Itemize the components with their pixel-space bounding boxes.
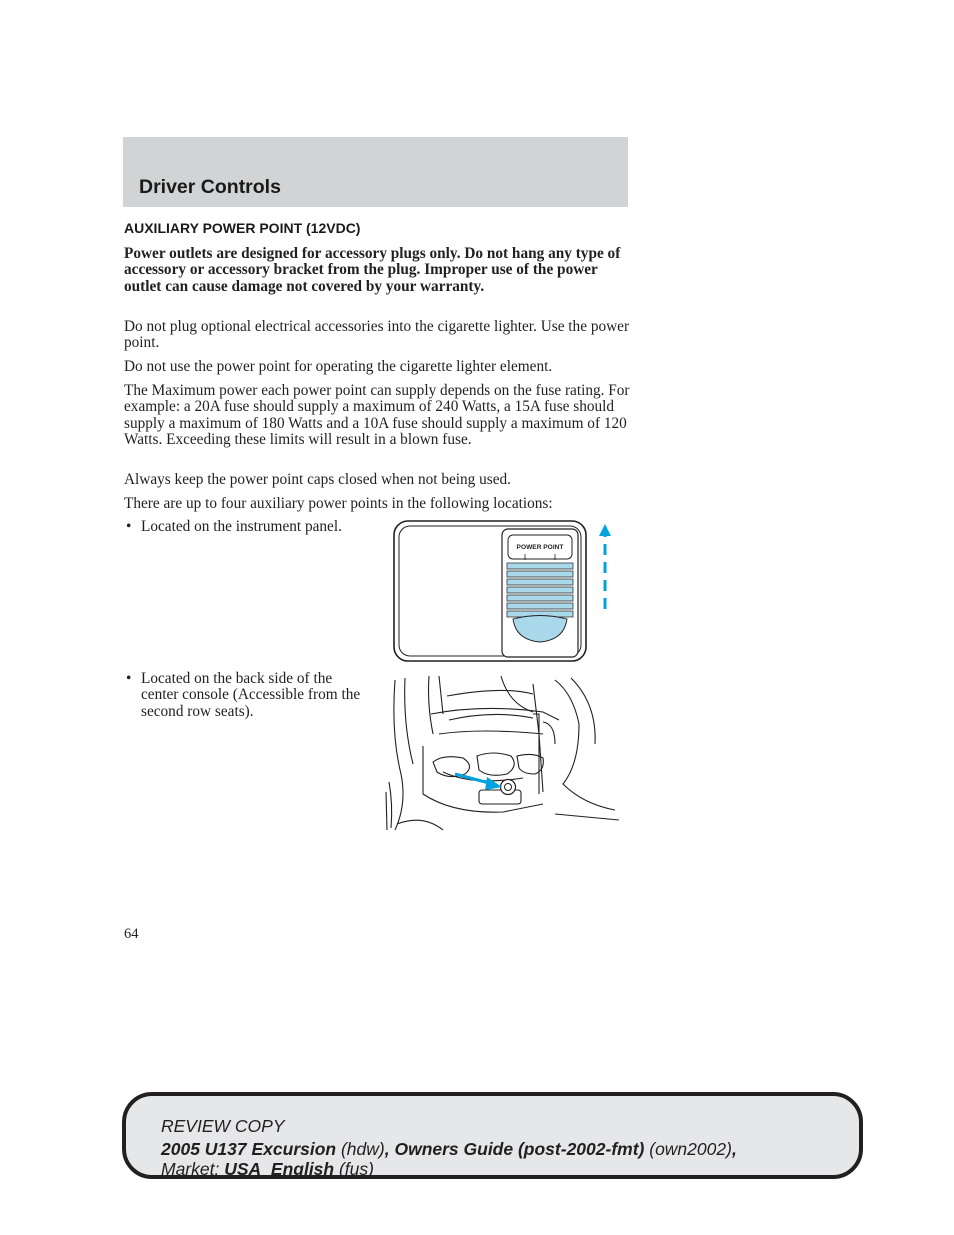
footer-separator: , (384, 1139, 395, 1159)
bullet-item-1 (124, 519, 374, 535)
power-point-label: POWER POINT (516, 544, 564, 551)
footer-market: USA_English (224, 1159, 335, 1179)
footer-market-code: (fus) (334, 1159, 374, 1179)
footer-guide-code: (own2002) (644, 1139, 732, 1159)
footer-market-line (161, 1159, 374, 1180)
center-console-power-point-illustration (383, 674, 623, 832)
location-arrow-icon (455, 774, 502, 790)
page-number: 64 (124, 926, 139, 942)
paragraph-5: There are up to four auxiliary power points in the following locations: (124, 495, 553, 512)
bullet-item-2 (124, 671, 369, 720)
footer-guide: Owners Guide (post-2002-fmt) (394, 1139, 645, 1159)
footer-model-code: (hdw) (336, 1139, 385, 1159)
footer-market-label: Market: (161, 1159, 225, 1179)
bullet-text: Located on the back side of the center console (Accessible from the second row seats). (141, 670, 361, 720)
paragraph-2: Do not use the power point for operating the cigarette lighter element. (124, 358, 553, 375)
bullet-text: Located on the instrument panel. (141, 518, 342, 535)
paragraph-1: Do not plug optional electrical accessories into the cigarette lighter. Use the power point. (124, 318, 630, 352)
power-point-grille (507, 563, 573, 617)
section-title: Driver Controls (139, 176, 281, 198)
footer-document-line (161, 1139, 737, 1160)
bullet-dot: • (126, 518, 132, 535)
subheading: AUXILIARY POWER POINT (12VDC) (124, 220, 361, 236)
bullet-dot: • (126, 670, 132, 687)
paragraph-3: The Maximum power each power point can supply depends on the fuse rating. For example: a 20A fuse should supply a maximum of 240 Watts, a 15A fuse should supply a maximum of 180 Watts and a 10A fuse should supply a maximum of 120 Watts. Exceeding these limits will result in a blown fuse. (124, 382, 630, 448)
power-point-socket-icon (501, 780, 516, 795)
paragraph-4: Always keep the power point caps closed when not being used. (124, 471, 512, 488)
footer-model: 2005 U137 Excursion (161, 1139, 337, 1159)
review-copy-label: REVIEW COPY (161, 1116, 285, 1136)
console-line-art (386, 676, 619, 830)
open-direction-arrow-icon (599, 524, 611, 609)
instrument-panel-power-point-illustration (392, 518, 622, 664)
footer-separator: , (731, 1139, 737, 1159)
warning-paragraph: Power outlets are designed for accessory plugs only. Do not hang any type of accessory or accessory bracket from the plug. Improper use of the power outlet can cause damage not covered by your warranty. (124, 245, 621, 295)
